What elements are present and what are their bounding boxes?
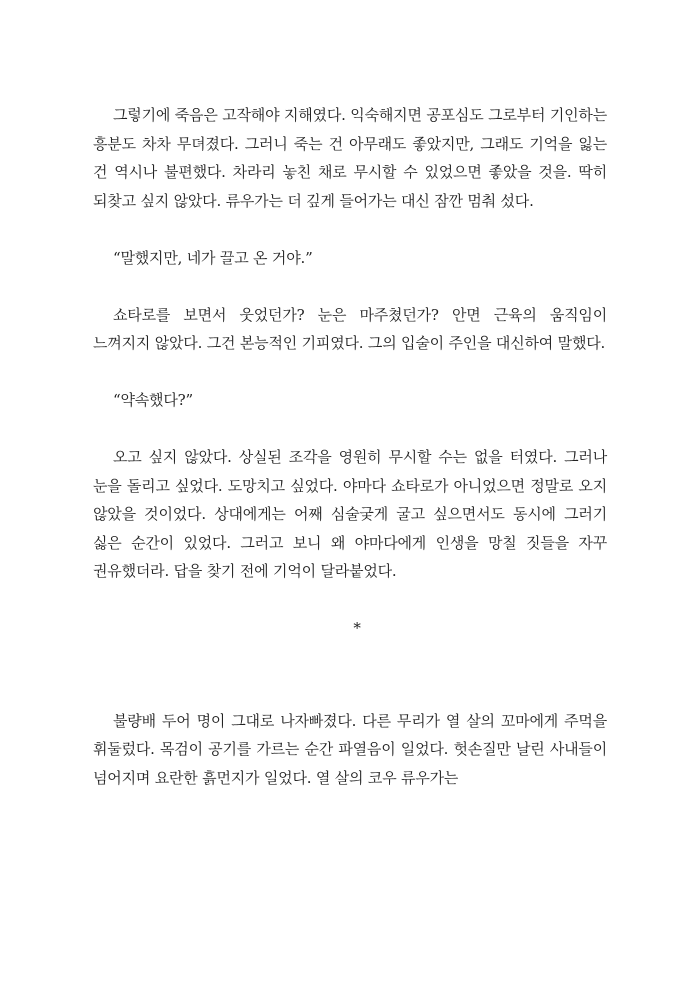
paragraph-3: 오고 싶지 않았다. 상실된 조각을 영원히 무시할 수는 없을 터였다. 그러나 눈을 돌리고 싶었다. 도망치고 싶었다. 야마다 쇼타로가 아니었으면 정말로 오지 않았을 것이었다. 상대에게는 어째 심술궂게 굴고 싶으면서도 동시에 그러기 싫은 순간이 있었다. 그러고 보니 왜 야마다에게 인생을 망칠 짓들을 자꾸 권유했더라. 답을 찾기 전에 기억이 달라붙었다.	[93, 448, 607, 580]
scene-break-asterisk: *	[353, 619, 361, 637]
paragraph-1: 그렇기에 죽음은 고작해야 지해였다. 익숙해지면 공포심도 그로부터 기인하는 흥분도 차차 무뎌졌다. 그러니 죽는 건 아무래도 좋았지만, 그래도 기억을 잃는 건 역시나 불편했다. 차라리 놓친 채로 무시할 수 있었으면 좋았을 것을. 딱히 되찾고 싶지 않았다. 류우가는 더 깊게 들어가는 대신 잠깐 멈춰 섰다.	[93, 106, 607, 210]
dialogue-line-1: “말했지만, 네가 끌고 온 거야.”	[113, 248, 313, 267]
paragraph-4: 불량배 두어 명이 그대로 나자빠졌다. 다른 무리가 열 살의 꼬마에게 주먹을 휘둘렀다. 목검이 공기를 가르는 순간 파열음이 일었다. 헛손질만 날린 사내들이 넘어지며 요란한 흙먼지가 일었다. 열 살의 코우 류우가는	[93, 711, 607, 787]
paragraph-2: 쇼타로를 보면서 웃었던가? 눈은 마주쳤던가? 안면 근육의 움직임이 느껴지지 않았다. 그건 본능적인 기피였다. 그의 입술이 주인을 대신하여 말했다.	[93, 305, 607, 352]
document-page	[93, 101, 607, 821]
dialogue-line-2: “약속했다?”	[113, 391, 193, 409]
